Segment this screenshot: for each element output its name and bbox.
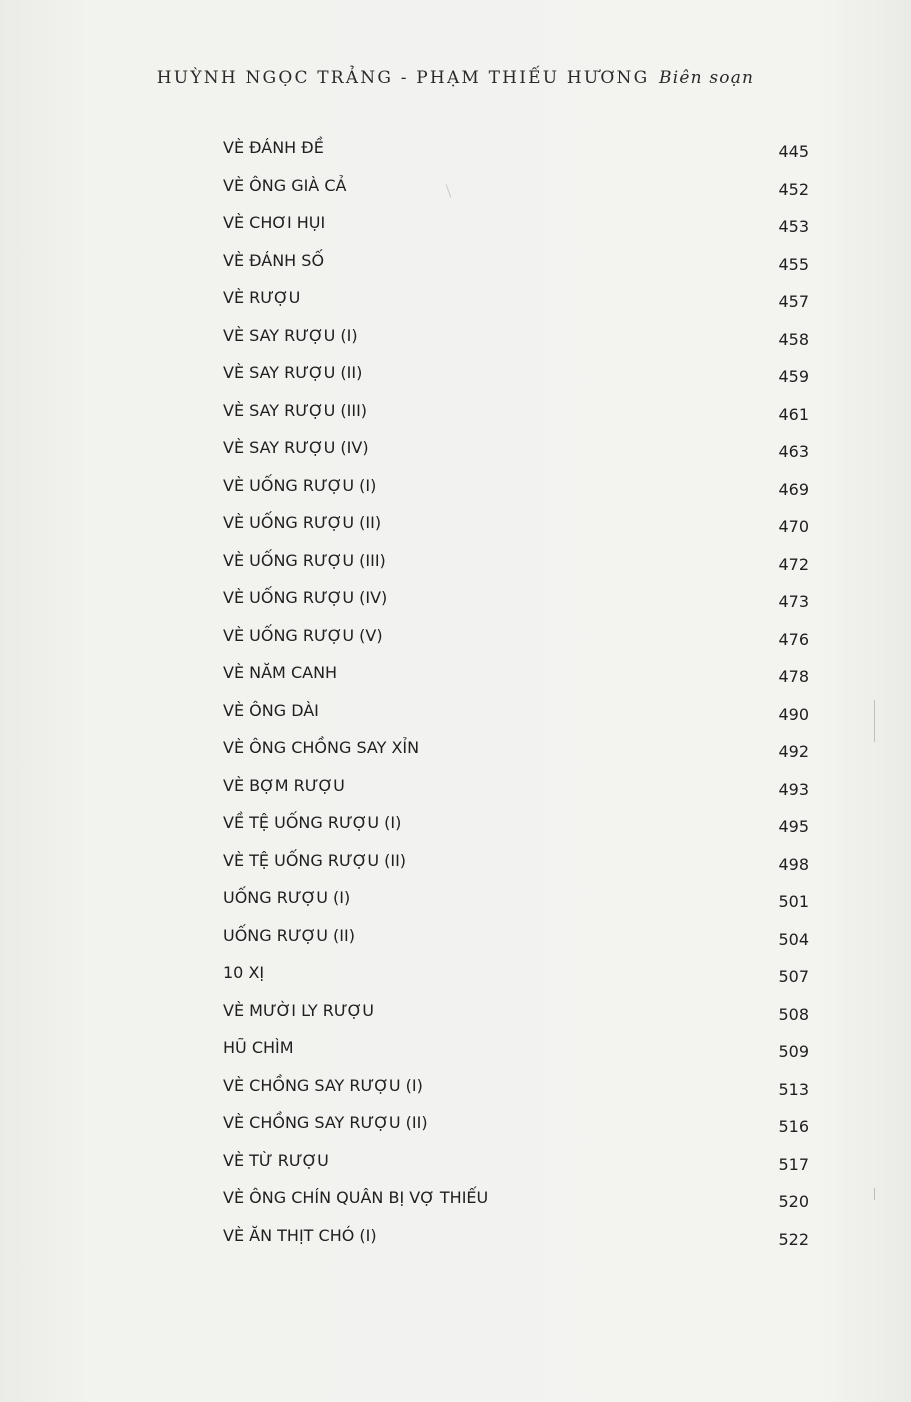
toc-entry-title: VÈ CHƠI HỤI [223, 213, 326, 232]
toc-entry [0, 322, 911, 360]
toc-entry-page: 472 [778, 554, 809, 574]
toc-entry [0, 359, 911, 397]
toc-entry-title: VÈ RƯỢU [223, 288, 301, 307]
toc-entry-page: 461 [778, 404, 809, 424]
toc-entry [0, 772, 911, 810]
toc-entry [0, 434, 911, 472]
toc-entry-page: 507 [778, 967, 809, 986]
toc-entry [0, 1222, 911, 1260]
toc-entry [0, 472, 911, 510]
toc-entry-page: 470 [778, 517, 809, 536]
toc-entry-page: 457 [778, 292, 809, 311]
toc-entry-page: 463 [778, 442, 809, 461]
toc-entry-title: VÈ ÔNG DÀI [223, 700, 319, 720]
toc-entry-page: 490 [778, 704, 809, 724]
toc-entry-page: 509 [778, 1042, 809, 1061]
toc-entry-title: VÈ TỆ UỐNG RƯỢU (II) [223, 850, 407, 870]
table-of-contents [0, 134, 911, 1259]
toc-entry-title: VÈ ĐÁNH ĐỀ [223, 138, 324, 157]
toc-entry [0, 734, 911, 772]
toc-entry-page: 522 [778, 1229, 809, 1249]
toc-entry-title: UỐNG RƯỢU (I) [223, 888, 351, 907]
toc-entry [0, 134, 911, 172]
toc-entry-title: VÈ ÔNG GIÀ CẢ [223, 175, 347, 195]
toc-entry [0, 622, 911, 660]
toc-entry-page: 492 [778, 742, 809, 761]
toc-entry-title: VÈ SAY RƯỢU (II) [223, 363, 363, 382]
toc-entry [0, 847, 911, 885]
toc-entry [0, 697, 911, 735]
toc-entry-page: 495 [778, 817, 809, 836]
toc-entry-title: HŨ CHÌM [223, 1038, 294, 1057]
toc-entry [0, 1072, 911, 1110]
toc-entry-page: 516 [778, 1117, 809, 1136]
toc-entry-page: 498 [778, 854, 809, 874]
toc-entry-title: VÈ SAY RƯỢU (I) [223, 325, 358, 345]
header-authors: HUỲNH NGỌC TRẢNG - PHẠM THIẾU HƯƠNG [156, 68, 650, 88]
toc-entry-title: VÈ ÔNG CHỒNG SAY XỈN [223, 738, 420, 757]
toc-entry-page: 501 [778, 892, 809, 911]
toc-entry-page: 455 [778, 254, 809, 274]
toc-entry-title: VÈ UỐNG RƯỢU (II) [223, 513, 382, 532]
toc-entry-title: VÈ SAY RƯỢU (III) [223, 400, 368, 420]
scan-mark [874, 700, 875, 742]
toc-entry-title: VÈ NĂM CANH [223, 663, 338, 682]
toc-entry-page: 458 [778, 329, 809, 349]
toc-entry-title: VÈ UỐNG RƯỢU (I) [223, 475, 377, 495]
toc-entry [0, 922, 911, 960]
toc-entry-page: 453 [778, 217, 809, 236]
toc-entry [0, 547, 911, 585]
toc-entry-page: 517 [778, 1154, 809, 1174]
toc-entry-page: 504 [778, 929, 809, 949]
toc-entry-title: VÈ CHỒNG SAY RƯỢU (II) [223, 1113, 428, 1132]
toc-entry-title: VÈ ÔNG CHÍN QUÂN BỊ VỢ THIẾU [223, 1188, 489, 1207]
toc-entry [0, 509, 911, 547]
toc-entry-page: 508 [778, 1004, 809, 1024]
toc-entry-page: 459 [778, 367, 809, 386]
toc-entry-title: VÈ ĂN THỊT CHÓ (I) [223, 1225, 377, 1245]
toc-entry-page: 476 [778, 629, 809, 649]
toc-entry-title: VÈ MƯỜI LY RƯỢU [223, 1000, 374, 1020]
toc-entry-title: 10 XỊ [223, 963, 265, 982]
toc-entry-title: VÈ ĐÁNH SỐ [223, 250, 325, 270]
toc-entry-title: VÈ SAY RƯỢU (IV) [223, 438, 369, 457]
toc-entry-page: 469 [778, 479, 809, 499]
scan-mark [874, 1188, 875, 1200]
page-header [0, 68, 911, 88]
toc-entry [0, 884, 911, 922]
toc-entry [0, 659, 911, 697]
toc-entry [0, 284, 911, 322]
toc-entry-page: 445 [778, 142, 809, 161]
toc-entry [0, 247, 911, 285]
toc-entry [0, 809, 911, 847]
toc-entry [0, 397, 911, 435]
toc-entry [0, 1147, 911, 1185]
toc-entry-title: VÈ TỪ RƯỢU [223, 1150, 329, 1170]
header-role: Biên soạn [659, 68, 755, 88]
toc-entry [0, 997, 911, 1035]
toc-entry [0, 209, 911, 247]
toc-entry [0, 1184, 911, 1222]
toc-entry-title: VÈ UỐNG RƯỢU (V) [223, 625, 383, 645]
toc-entry [0, 1034, 911, 1072]
toc-entry-page: 452 [778, 179, 809, 199]
toc-entry-page: 473 [778, 592, 809, 611]
toc-entry [0, 584, 911, 622]
toc-entry-title: VỀ TỆ UỐNG RƯỢU (I) [223, 813, 402, 832]
toc-entry [0, 959, 911, 997]
toc-entry-title: VÈ UỐNG RƯỢU (IV) [223, 588, 388, 607]
toc-entry-page: 520 [778, 1192, 809, 1211]
toc-entry-title: UỐNG RƯỢU (II) [223, 925, 355, 945]
toc-entry-title: VÈ UỐNG RƯỢU (III) [223, 550, 386, 570]
toc-entry [0, 1109, 911, 1147]
toc-entry-page: 493 [778, 779, 809, 799]
toc-entry [0, 172, 911, 210]
toc-entry-page: 478 [778, 667, 809, 686]
toc-entry-title: VÈ CHỒNG SAY RƯỢU (I) [223, 1075, 423, 1095]
toc-entry-page: 513 [778, 1079, 809, 1099]
toc-entry-title: VÈ BỢM RƯỢU [223, 775, 345, 795]
